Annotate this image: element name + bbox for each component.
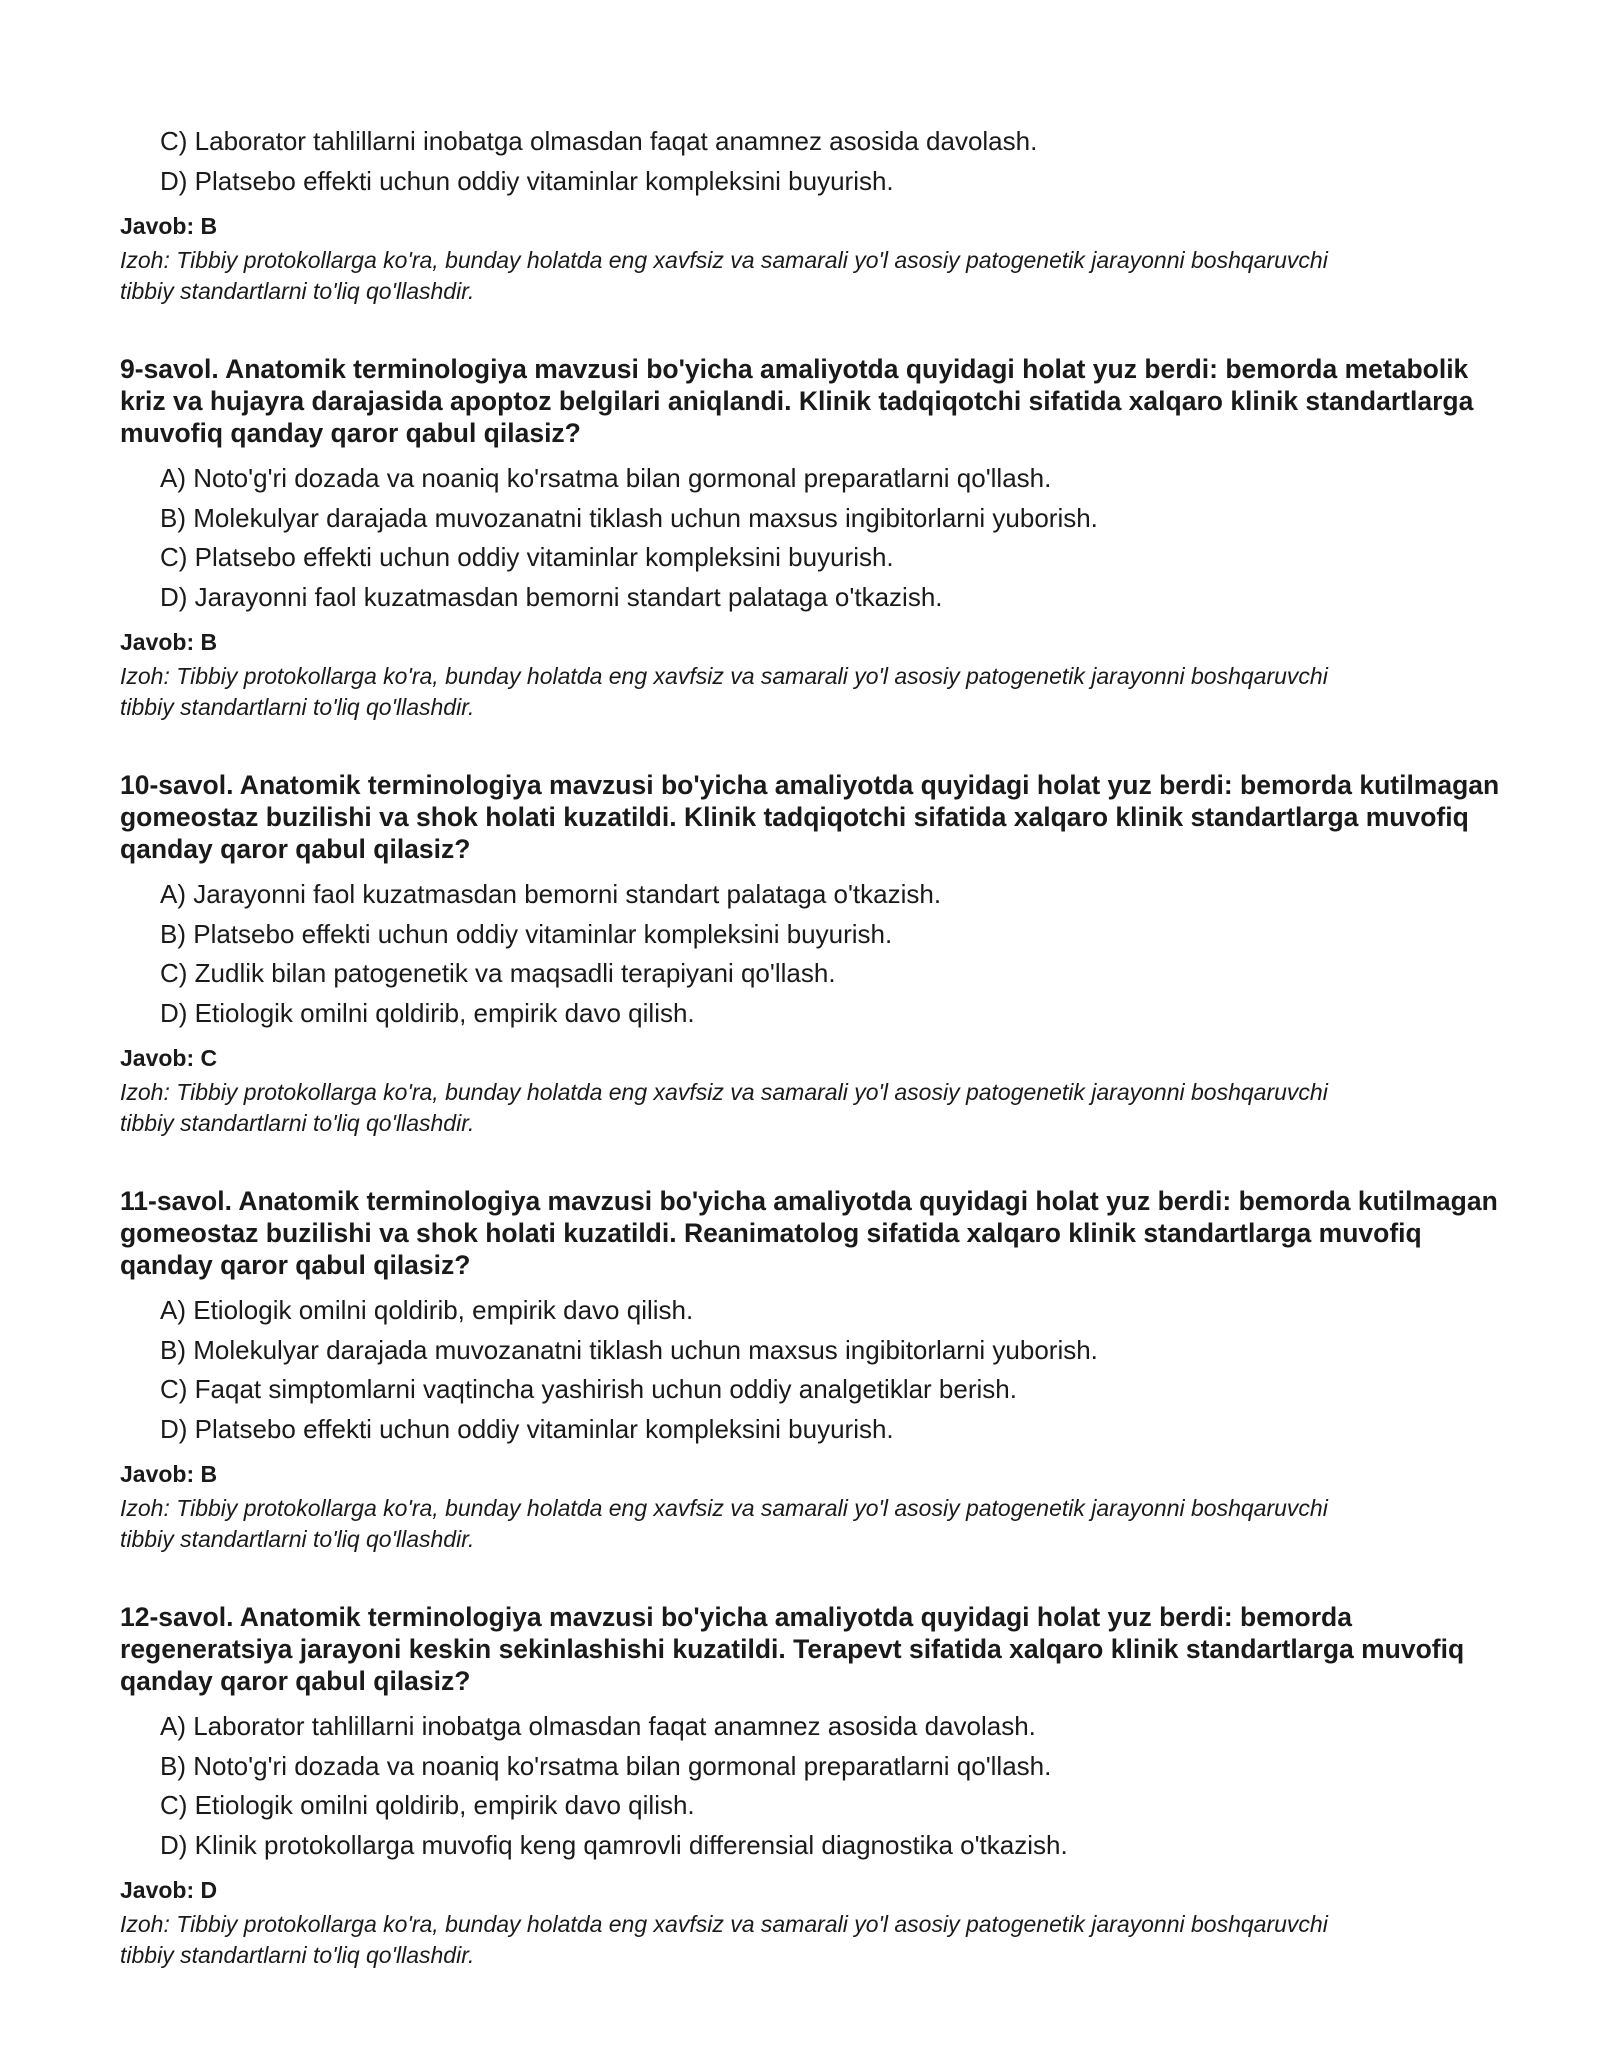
answer-label: Javob: C [120, 1045, 218, 1071]
option-d: D) Platsebo effekti uchun oddiy vitaminlar kompleksini buyurish. [160, 1413, 894, 1444]
option-c: C) Etiologik omilni qoldirib, empirik davo qilish. [160, 1790, 695, 1820]
option-a: A) Etiologik omilni qoldirib, empirik davo qilish. [160, 1295, 694, 1325]
answer-label: Javob: D [120, 1877, 218, 1903]
question-8-continuation [120, 122, 1500, 307]
option-d: D) Jarayonni faol kuzatmasdan bemorni standart palataga o'tkazish. [160, 581, 943, 612]
answer-label: Javob: B [120, 213, 218, 239]
explanation-note: Izoh: Tibbiy protokollarga ko'ra, bunday holatda eng xavfsiz va samarali yo'l asosiy patogenetik jarayonni boshqaruvchi tibbiy standartlarni to'liq qo'llashdir. [120, 1079, 1328, 1136]
option-a: A) Laborator tahlillarni inobatga olmasdan faqat anamnez asosida davolash. [160, 1711, 1036, 1741]
question-12 [120, 1601, 1500, 1971]
option-d: D) Etiologik omilni qoldirib, empirik davo qilish. [160, 997, 695, 1028]
question-10 [120, 769, 1500, 1139]
option-b: B) Molekulyar darajada muvozanatni tiklash uchun maxsus ingibitorlarni yuborish. [160, 502, 1098, 533]
question-11 [120, 1185, 1500, 1555]
option-c: C) Faqat simptomlarni vaqtincha yashirish uchun oddiy analgetiklar berish. [160, 1374, 1017, 1404]
question-title: 12-savol. Anatomik terminologiya mavzusi bo'yicha amaliyotda quyidagi holat yuz berdi: bemorda regeneratsiya jarayoni keskin sekinlashishi kuzatildi. Terapevt sifatida xalqaro klinik standartlarga muvofiq qanday qaror qabul qilasiz? [120, 1602, 1465, 1696]
question-title: 10-savol. Anatomik terminologiya mavzusi bo'yicha amaliyotda quyidagi holat yuz berdi: bemorda kutilmagan gomeostaz buzilishi va shok holati kuzatildi. Klinik tadqiqotchi sifatida xalqaro klinik standartlarga muvofiq qanday qaror qabul qilasiz? [120, 770, 1500, 864]
answer-label: Javob: B [120, 629, 218, 655]
option-b: B) Platsebo effekti uchun oddiy vitaminlar kompleksini buyurish. [160, 918, 893, 949]
option-c: C) Zudlik bilan patogenetik va maqsadli terapiyani qo'llash. [160, 958, 836, 988]
explanation-note: Izoh: Tibbiy protokollarga ko'ra, bunday holatda eng xavfsiz va samarali yo'l asosiy patogenetik jarayonni boshqaruvchi tibbiy standartlarni to'liq qo'llashdir. [120, 247, 1328, 304]
option-b: B) Molekulyar darajada muvozanatni tiklash uchun maxsus ingibitorlarni yuborish. [160, 1334, 1098, 1365]
option-a: A) Noto'g'ri dozada va noaniq ko'rsatma bilan gormonal preparatlarni qo'llash. [160, 463, 1052, 493]
question-9 [120, 353, 1500, 723]
explanation-note: Izoh: Tibbiy protokollarga ko'ra, bunday holatda eng xavfsiz va samarali yo'l asosiy patogenetik jarayonni boshqaruvchi tibbiy standartlarni to'liq qo'llashdir. [120, 1911, 1328, 1968]
option-c: C) Platsebo effekti uchun oddiy vitaminlar kompleksini buyurish. [160, 542, 894, 572]
option-d: D) Klinik protokollarga muvofiq keng qamrovli differensial diagnostika o'tkazish. [160, 1829, 1068, 1860]
option-d: D) Platsebo effekti uchun oddiy vitaminlar kompleksini buyurish. [160, 165, 894, 196]
option-b: B) Noto'g'ri dozada va noaniq ko'rsatma bilan gormonal preparatlarni qo'llash. [160, 1750, 1052, 1781]
question-title: 11-savol. Anatomik terminologiya mavzusi bo'yicha amaliyotda quyidagi holat yuz berdi: bemorda kutilmagan gomeostaz buzilishi va shok holati kuzatildi. Reanimatolog sifatida xalqaro klinik standartlarga muvofiq qanday qaror qabul qilasiz? [120, 1186, 1498, 1280]
explanation-note: Izoh: Tibbiy protokollarga ko'ra, bunday holatda eng xavfsiz va samarali yo'l asosiy patogenetik jarayonni boshqaruvchi tibbiy standartlarni to'liq qo'llashdir. [120, 663, 1328, 720]
document-page [120, 122, 1500, 1971]
option-a: A) Jarayonni faol kuzatmasdan bemorni standart palataga o'tkazish. [160, 879, 942, 909]
answer-label: Javob: B [120, 1461, 218, 1487]
option-c: C) Laborator tahlillarni inobatga olmasdan faqat anamnez asosida davolash. [160, 126, 1038, 156]
question-title: 9-savol. Anatomik terminologiya mavzusi bo'yicha amaliyotda quyidagi holat yuz berdi: bemorda metabolik kriz va hujayra darajasida apoptoz belgilari aniqlandi. Klinik tadqiqotchi sifatida xalqaro klinik standartlarga muvofiq qanday qaror qabul qilasiz? [120, 354, 1474, 448]
explanation-note: Izoh: Tibbiy protokollarga ko'ra, bunday holatda eng xavfsiz va samarali yo'l asosiy patogenetik jarayonni boshqaruvchi tibbiy standartlarni to'liq qo'llashdir. [120, 1495, 1328, 1552]
